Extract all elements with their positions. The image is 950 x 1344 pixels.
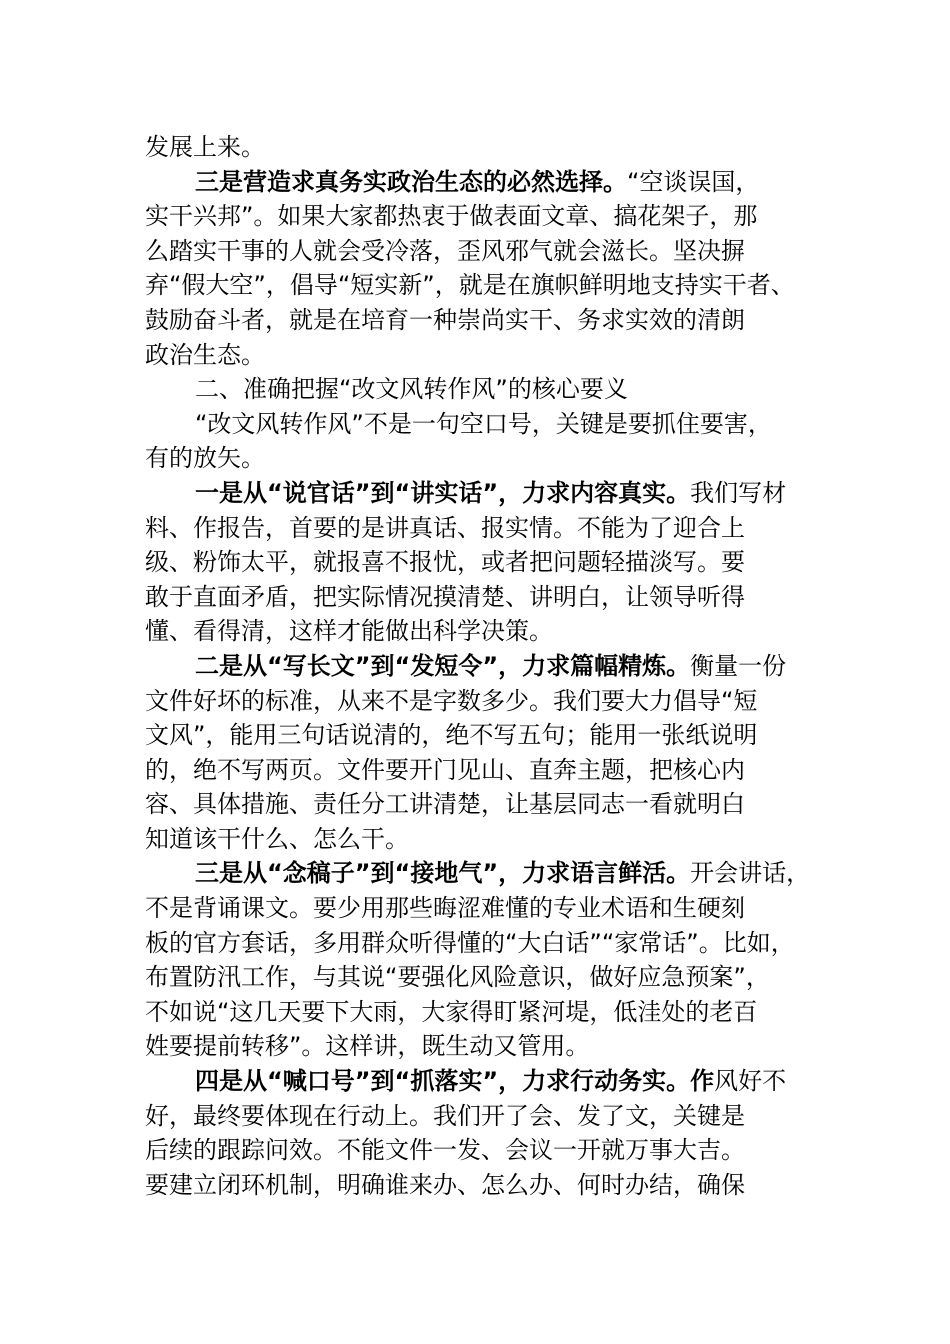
text-line	[145, 580, 835, 615]
body-text-run: 要建立闭环机制，明确谁来办、怎么办、何时办结，确保	[145, 1170, 745, 1199]
body-text-run: 弃“假大空”，倡导“短实新”，就是在旗帜鲜明地支持实干者、	[145, 271, 795, 300]
text-line	[145, 199, 835, 234]
body-text-run: 有的放矢。	[145, 444, 265, 473]
body-text-run: 文风”，能用三句话说清的，绝不写五句；能用一张纸说明	[145, 721, 758, 750]
body-text-run: 发展上来。	[145, 133, 265, 161]
text-line	[145, 338, 835, 373]
text-line	[145, 545, 835, 580]
text-line	[145, 1029, 835, 1064]
body-text-run: 不是背诵课文。要少用那些晦涩难懂的专业术语和生硬刻	[145, 894, 745, 923]
text-line	[145, 684, 835, 719]
text-line	[145, 1133, 835, 1168]
body-text-run: 文件好坏的标准，从来不是字数多少。我们要大力倡导“短	[145, 686, 758, 715]
text-line	[145, 1064, 835, 1099]
body-text-run: 容、具体措施、责任分工讲清楚，让基层同志一看就明白	[145, 790, 745, 819]
text-line	[145, 407, 835, 442]
body-text-run: “空谈误国，	[627, 167, 760, 196]
body-text-run: 风好不	[714, 1067, 787, 1096]
text-line	[145, 303, 835, 338]
body-text-run: 好，最终要体现在行动上。我们开了会、发了文，关键是	[145, 1101, 745, 1130]
text-line	[145, 372, 835, 407]
text-line	[145, 995, 835, 1030]
body-text-run: 我们写材	[690, 478, 787, 507]
bold-heading-text: 三是从“念稿子”到“接地气”，力求语言鲜活。	[195, 859, 691, 888]
bold-heading-text: 三是营造求真务实政治生态的必然选择。	[195, 167, 627, 196]
body-text-run: 布置防汛工作，与其说“要强化风险意识，做好应急预案”，	[145, 963, 770, 992]
body-text-run: “改文风转作风”不是一句空口号，关键是要抓住要害，	[195, 409, 772, 438]
text-line	[145, 960, 835, 995]
text-line	[145, 753, 835, 788]
text-line	[145, 1168, 835, 1203]
bold-heading-text: 二是从“写长文”到“发短令”，力求篇幅精炼。	[195, 651, 691, 680]
text-line	[145, 856, 835, 891]
body-text-run: 实干兴邦”。如果大家都热衷于做表面文章、搞花架子，那	[145, 202, 758, 231]
body-text-run: 衡量一份	[690, 651, 787, 680]
document-body	[145, 130, 835, 1202]
bold-heading-text: 一是从“说官话”到“讲实话”，力求内容真实。	[195, 478, 691, 507]
body-text-run: 不如说“这几天要下大雨，大家得盯紧河堤，低洼处的老百	[145, 997, 758, 1026]
body-text-run: 姓要提前转移”。这样讲，既生动又管用。	[145, 1032, 590, 1061]
body-text-run: 敢于直面矛盾，把实际情况摸清楚、讲明白，让领导听得	[145, 582, 745, 611]
text-line	[145, 926, 835, 961]
body-text-run: 开会讲话，	[690, 859, 811, 888]
text-line	[145, 511, 835, 546]
body-text-run: 知道该干什么、怎么干。	[145, 824, 409, 853]
text-line	[145, 165, 835, 200]
text-line	[145, 891, 835, 926]
text-line	[145, 649, 835, 684]
text-line	[145, 718, 835, 753]
text-line	[145, 268, 835, 303]
body-text-run: 鼓励奋斗者，就是在培育一种崇尚实干、务求实效的清朗	[145, 305, 745, 334]
text-line	[145, 614, 835, 649]
text-line	[145, 476, 835, 511]
body-text-run: 板的官方套话，多用群众听得懂的“大白话”“家常话”。比如，	[145, 928, 795, 957]
body-text-run: 二、准确把握“改文风转作风”的核心要义	[195, 375, 628, 404]
body-text-run: 级、粉饰太平，就报喜不报忧，或者把问题轻描淡写。要	[145, 548, 745, 577]
body-text-run: 么踏实干事的人就会受冷落，歪风邪气就会滋长。坚决摒	[145, 236, 745, 265]
body-text-run: 懂、看得清，这样才能做出科学决策。	[145, 617, 553, 646]
text-line	[145, 130, 835, 165]
body-text-run: 料、作报告，首要的是讲真话、报实情。不能为了迎合上	[145, 513, 745, 542]
text-line	[145, 1099, 835, 1134]
body-text-run: 的，绝不写两页。文件要开门见山、直奔主题，把核心内	[145, 755, 745, 784]
bold-heading-text: 四是从“喊口号”到“抓落实”，力求行动务实。作	[195, 1067, 715, 1096]
body-text-run: 政治生态。	[145, 340, 265, 369]
text-line	[145, 822, 835, 857]
body-text-run: 后续的跟踪问效。不能文件一发、会议一开就万事大吉。	[145, 1136, 745, 1165]
text-line	[145, 787, 835, 822]
text-line	[145, 234, 835, 269]
text-line	[145, 441, 835, 476]
